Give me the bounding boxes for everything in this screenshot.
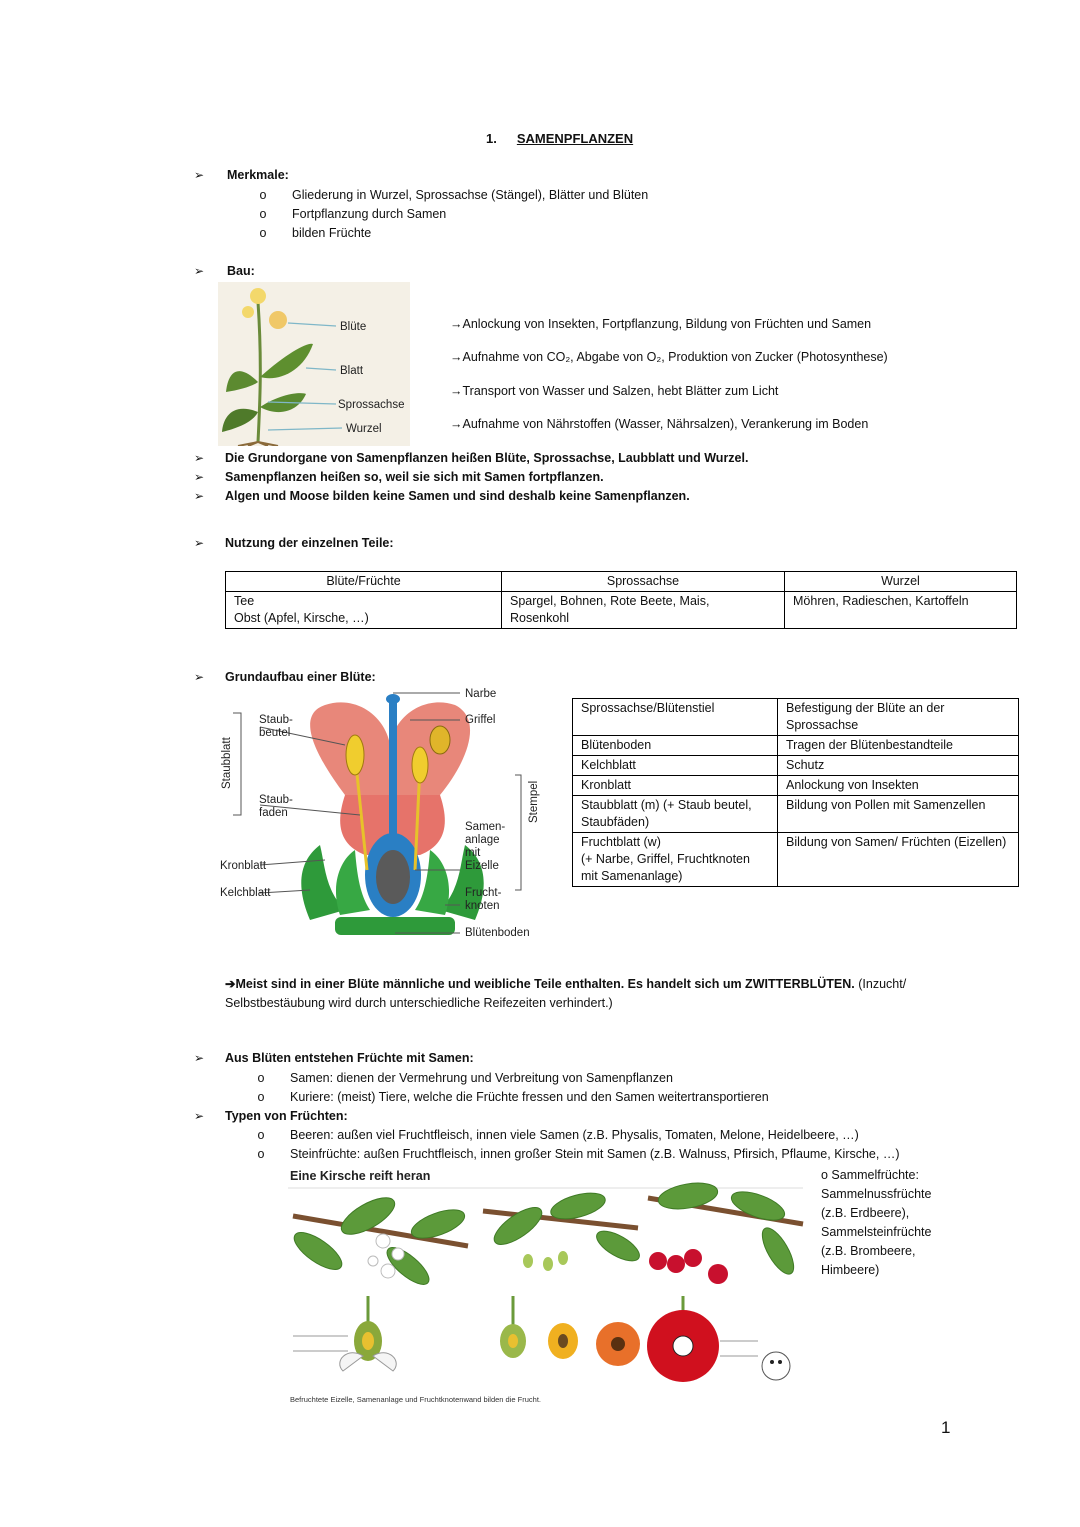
table-cell: Bildung von Pollen mit Samenzellen xyxy=(778,796,1019,833)
usage-cell-spross xyxy=(502,592,785,629)
usage-cell-line: Möhren, Radieschen, Kartoffeln xyxy=(793,594,969,608)
flower-label-stempel: Stempel xyxy=(528,780,540,823)
plant-label-sprossachse: Sprossachse xyxy=(338,399,405,411)
flower-diagram xyxy=(215,685,545,943)
flower-label-griffel: Griffel xyxy=(465,714,496,726)
flower-label-staubblatt: Staubblatt xyxy=(221,737,233,789)
bau-heading: Bau: xyxy=(227,264,255,278)
usage-cell-bluete xyxy=(226,592,502,629)
merkmale-item: Gliederung in Wurzel, Sprossachse (Stängel), Blätter und Blüten xyxy=(292,188,649,202)
zwitter-normal: (Inzucht/ xyxy=(854,977,907,991)
fact-line: Samenpflanzen heißen so, weil sie sich mit Samen fortpflanzen. xyxy=(225,470,604,484)
bullet-arrow-icon: ➢ xyxy=(194,168,205,182)
zwitter-normal: Selbstbestäubung wird durch unterschiedliche Reifezeiten verhindert.) xyxy=(225,996,613,1010)
flower-parts-table xyxy=(572,698,1019,887)
zwitter-note xyxy=(225,975,945,1013)
bluete-heading: Grundaufbau einer Blüte: xyxy=(225,670,376,684)
flower-label-samenanlage-3: mit xyxy=(465,847,481,859)
fruechte-heading: Aus Blüten entstehen Früchte mit Samen: xyxy=(225,1051,474,1065)
bullet-arrow-icon: ➢ xyxy=(194,670,205,684)
cherry-illustration xyxy=(288,1166,808,1406)
flower-label-samenanlage-1: Samen- xyxy=(465,821,506,833)
sammel-line: o Sammelfrüchte: xyxy=(821,1168,919,1182)
table-row xyxy=(573,796,1019,833)
merkmale-item: Fortpflanzung durch Samen xyxy=(292,207,447,221)
table-row xyxy=(573,776,1019,796)
bau-function: →Anlockung von Insekten, Fortpflanzung, Bildung von Früchten und Samen xyxy=(450,317,872,331)
usage-heading: Nutzung der einzelnen Teile: xyxy=(225,536,394,550)
usage-cell-line: Rosenkohl xyxy=(510,611,570,625)
sammel-line: Sammelsteinfrüchte xyxy=(821,1225,932,1239)
table-row xyxy=(573,736,1019,756)
bau-function: →Aufnahme von Nährstoffen (Wasser, Nährsalzen), Verankerung im Boden xyxy=(450,417,869,431)
bullet-arrow-icon: ➢ xyxy=(194,264,205,278)
usage-cell-line: Spargel, Bohnen, Rote Beete, Mais, xyxy=(510,594,710,608)
table-cell: Befestigung der Blüte an der Sprossachse xyxy=(778,699,1019,736)
cherry-title: Eine Kirsche reift heran xyxy=(290,1169,431,1183)
usage-header: Sprossachse xyxy=(502,572,785,592)
table-cell: Tragen der Blütenbestandteile xyxy=(778,736,1019,756)
sammel-line: (z.B. Brombeere, xyxy=(821,1244,916,1258)
typen-item: Steinfrüchte: außen Fruchtfleisch, innen großer Stein mit Samen (z.B. Walnuss, Pfirsich, Pflaume, Kirsche, …) xyxy=(290,1147,900,1161)
plant-illustration xyxy=(218,282,410,446)
flower-label-fruchtknoten-2: knoten xyxy=(465,900,500,912)
flower-label-staubbeutel-2: beutel xyxy=(259,727,291,739)
bau-function: →Transport von Wasser und Salzen, hebt Blätter zum Licht xyxy=(450,384,779,398)
usage-table xyxy=(225,571,1017,629)
usage-header: Wurzel xyxy=(785,572,1017,592)
bullet-circle-icon: o xyxy=(259,207,267,221)
table-cell: Blütenboden xyxy=(573,736,778,756)
bullet-circle-icon: o xyxy=(257,1071,265,1085)
page-number: 1 xyxy=(941,1418,951,1437)
title-number: 1. xyxy=(486,131,497,146)
bullet-arrow-icon: ➢ xyxy=(194,470,205,484)
bullet-circle-icon: o xyxy=(259,188,267,202)
usage-cell-line: Obst (Apfel, Kirsche, …) xyxy=(234,611,369,625)
usage-cell-wurzel xyxy=(785,592,1017,629)
typen-heading: Typen von Früchten: xyxy=(225,1109,348,1123)
flower-label-samenanlage-4: Eizelle xyxy=(465,860,499,872)
bullet-arrow-icon: ➢ xyxy=(194,1109,205,1123)
plant-label-wurzel: Wurzel xyxy=(346,423,382,435)
flower-label-staubbeutel-1: Staub- xyxy=(259,714,293,726)
zwitter-bold: ➔Meist sind in einer Blüte männliche und weibliche Teile enthalten. Es handelt sich um ZWITTERBLÜTEN. xyxy=(225,977,855,991)
flower-label-kelchblatt: Kelchblatt xyxy=(220,887,271,899)
table-cell: Bildung von Samen/ Früchten (Eizellen) xyxy=(778,833,1019,887)
fruechte-item: Kuriere: (meist) Tiere, welche die Früchte fressen und den Samen weitertransportieren xyxy=(290,1090,769,1104)
bullet-arrow-icon: ➢ xyxy=(194,536,205,550)
sammel-line: Himbeere) xyxy=(821,1263,880,1277)
plant-label-blatt: Blatt xyxy=(340,365,364,377)
sammel-line: Sammelnussfrüchte xyxy=(821,1187,932,1201)
bullet-circle-icon: o xyxy=(257,1128,265,1142)
flower-label-fruchtknoten-1: Frucht- xyxy=(465,887,502,899)
sammelfruechte-note xyxy=(821,1166,931,1280)
bullet-arrow-icon: ➢ xyxy=(194,489,205,503)
flower-label-samenanlage-2: anlage xyxy=(465,834,500,846)
table-cell: Sprossachse/Blütenstiel xyxy=(573,699,778,736)
table-row xyxy=(573,833,1019,887)
bullet-circle-icon: o xyxy=(257,1090,265,1104)
flower-label-staubfaden-2: faden xyxy=(259,807,288,819)
plant-label-bluete: Blüte xyxy=(340,321,367,333)
table-cell: Kelchblatt xyxy=(573,756,778,776)
table-cell: Staubblatt (m) (+ Staub beutel, Staubfäden) xyxy=(573,796,778,833)
table-cell: Fruchtblatt (w) (+ Narbe, Griffel, Fruchtknoten mit Samenanlage) xyxy=(573,833,778,887)
typen-item: Beeren: außen viel Fruchtfleisch, innen viele Samen (z.B. Physalis, Tomaten, Melone, Heidelbeere, …) xyxy=(290,1128,859,1142)
table-row xyxy=(573,699,1019,736)
bullet-circle-icon: o xyxy=(259,226,267,240)
sammel-line: (z.B. Erdbeere), xyxy=(821,1206,910,1220)
fruechte-item: Samen: dienen der Vermehrung und Verbreitung von Samenpflanzen xyxy=(290,1071,673,1085)
bau-function: →Aufnahme von CO₂, Abgabe von O₂, Produktion von Zucker (Photosynthese) xyxy=(450,350,888,364)
table-row xyxy=(573,756,1019,776)
table-cell: Anlockung von Insekten xyxy=(778,776,1019,796)
flower-label-staubfaden-1: Staub- xyxy=(259,794,293,806)
bullet-circle-icon: o xyxy=(257,1147,265,1161)
usage-header: Blüte/Früchte xyxy=(226,572,502,592)
flower-label-kronblatt: Kronblatt xyxy=(220,860,267,872)
merkmale-heading: Merkmale: xyxy=(227,168,289,182)
merkmale-item: bilden Früchte xyxy=(292,226,372,240)
title-text: SAMENPFLANZEN xyxy=(516,131,634,146)
bullet-arrow-icon: ➢ xyxy=(194,1051,205,1065)
table-cell: Kronblatt xyxy=(573,776,778,796)
fact-line: Die Grundorgane von Samenpflanzen heißen Blüte, Sprossachse, Laubblatt und Wurzel. xyxy=(225,451,749,465)
fact-line: Algen und Moose bilden keine Samen und sind deshalb keine Samenpflanzen. xyxy=(225,489,690,503)
usage-cell-line: Tee xyxy=(234,594,255,608)
flower-label-narbe: Narbe xyxy=(465,688,497,700)
page-title xyxy=(486,131,633,146)
flower-label-bluetenboden: Blütenboden xyxy=(465,927,530,939)
table-cell: Schutz xyxy=(778,756,1019,776)
bullet-arrow-icon: ➢ xyxy=(194,451,205,465)
cherry-caption: Befruchtete Eizelle, Samenanlage und Fruchtknotenwand bilden die Frucht. xyxy=(290,1395,541,1404)
